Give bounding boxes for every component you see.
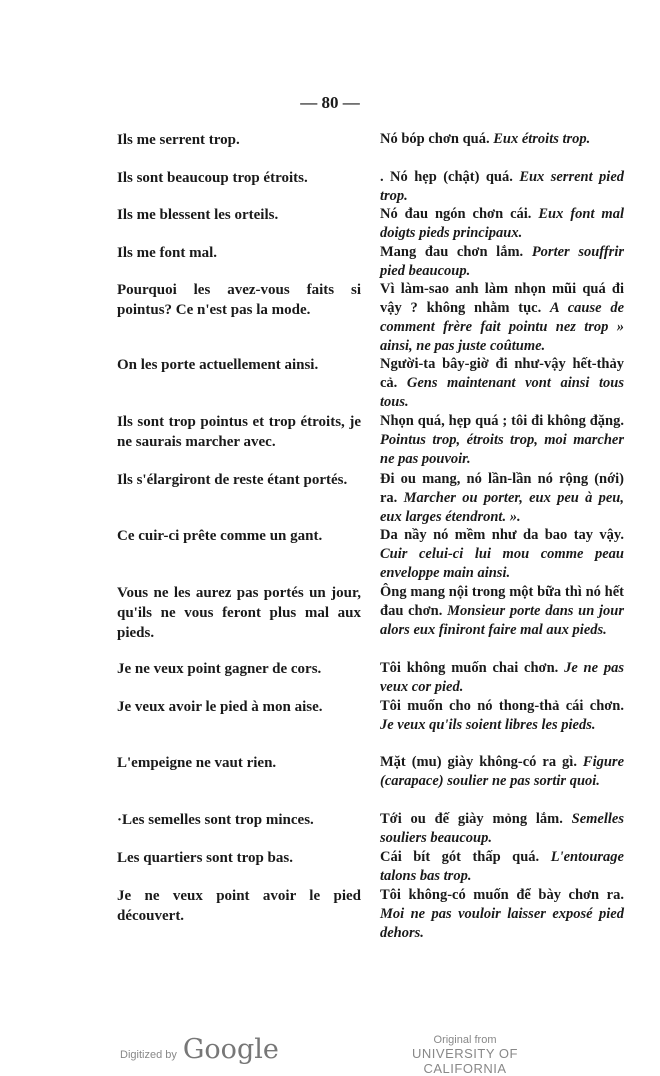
- french-text: Ils me blessent les orteils.: [117, 207, 279, 223]
- literal-translation: Semelles souliers beaucoup.: [380, 811, 624, 846]
- literal-translation: L'entourage talons bas trop.: [380, 849, 624, 884]
- literal-translation: Pointus trop, étroits trop, moi marcher ne pas pouvoir.: [380, 432, 624, 467]
- french-text: Ils sont beaucoup trop étroits.: [117, 170, 308, 186]
- university-label: UNIVERSITY OF CALIFORNIA: [412, 1046, 518, 1076]
- original-from-watermark: [375, 1034, 555, 1076]
- vietnamese-text: Đi ou mang, nó lần-lần nó rộng (nới) ra. Marcher ou porter, eux peu à peu, eux larges étendront. ».: [380, 471, 624, 525]
- french-text: Les quartiers sont trop bas.: [117, 850, 293, 866]
- literal-translation: Eux font mal doigts pieds principaux.: [380, 206, 624, 241]
- french-text: Ils s'élargiront de reste étant portés.: [117, 472, 348, 488]
- vietnamese-text: Tôi muốn cho nó thong-thả cái chơn. Je veux qu'ils soient libres les pieds.: [380, 698, 624, 733]
- vietnamese-text: . Nó hẹp (chật) quá. Eux serrent pied trop.: [380, 169, 625, 204]
- french-text: Ce cuir-ci prête comme un gant.: [117, 528, 323, 544]
- vietnamese-text: Tới ou đế giày mỏng lắm. Semelles souliers beaucoup.: [380, 811, 624, 846]
- literal-translation: Gens maintenant vont ainsi tous tous.: [380, 375, 624, 410]
- french-text: Ils sont trop pointus et trop étroits, je ne saurais marcher avec.: [117, 414, 361, 450]
- vietnamese-text: Vì làm-sao anh làm nhọn mũi quá đi vậy ? không nhằm tục. A cause de comment frère fait pointu nez trop » ainsi, ne pas juste coûtume.: [380, 281, 625, 354]
- french-text: L'empeigne ne vaut rien.: [117, 755, 277, 771]
- literal-translation: Eux étroits trop.: [493, 131, 591, 147]
- french-text: Ils me serrent trop.: [117, 132, 240, 148]
- french-text: ·Les semelles sont trop minces.: [117, 812, 314, 828]
- vietnamese-text: Nó bóp chơn quá. Eux étroits trop.: [380, 131, 591, 147]
- literal-translation: Cuir celui-ci lui mou comme peau enveloppe main ainsi.: [380, 546, 624, 581]
- literal-translation: A cause de comment frère fait pointu nez trop » ainsi, ne pas juste coûtume.: [380, 300, 625, 354]
- french-text: Ils me font mal.: [117, 245, 217, 261]
- vietnamese-text: Mang đau chơn lắm. Porter souffrir pied beaucoup.: [380, 244, 624, 279]
- literal-translation: Figure (carapace) soulier ne pas sortir quoi.: [380, 754, 625, 789]
- page-number: — 80 —: [300, 93, 360, 112]
- vietnamese-text: Mặt (mu) giày không-có ra gì. Figure (carapace) soulier ne pas sortir quoi.: [380, 754, 625, 789]
- vietnamese-text: Tôi không muốn chai chơn. Je ne pas veux cor pied.: [380, 660, 624, 695]
- vietnamese-text: Cái bít gót thấp quá. L'entourage talons bas trop.: [380, 849, 624, 884]
- literal-translation: Je veux qu'ils soient libres les pieds.: [380, 717, 596, 733]
- french-text: On les porte actuellement ainsi.: [117, 357, 319, 373]
- french-text: Vous ne les aurez pas portés un jour, qu'ils ne vous feront plus mal aux pieds.: [117, 585, 361, 641]
- literal-translation: Moi ne pas vouloir laisser exposé pied dehors.: [380, 906, 624, 941]
- french-text: Je veux avoir le pied à mon aise.: [117, 699, 323, 715]
- vietnamese-text: Nó đau ngón chơn cái. Eux font mal doigts pieds principaux.: [380, 206, 624, 241]
- literal-translation: Porter souffrir pied beaucoup.: [380, 244, 624, 279]
- vietnamese-text: Người-ta bây-giờ đi như-vậy hết-thảy cả. Gens maintenant vont ainsi tous tous.: [380, 356, 624, 410]
- literal-translation: Marcher ou porter, eux peu à peu, eux larges étendront. ».: [380, 490, 624, 525]
- original-from-label: Original from: [433, 1034, 497, 1046]
- vietnamese-text: Ông mang nội trong một bữa thì nó hết đau chơn. Monsieur porte dans un jour alors eux finiront faire mal aux pieds.: [380, 584, 625, 638]
- french-text: Je ne veux point gagner de cors.: [117, 661, 322, 677]
- vietnamese-text: Da nầy nó mềm như da bao tay vậy. Cuir celui-ci lui mou comme peau enveloppe main ainsi.: [380, 527, 624, 581]
- digitized-by-watermark: [120, 1034, 279, 1065]
- google-logo: Google: [182, 1034, 279, 1065]
- digitized-by-label: Digitized by: [120, 1049, 177, 1061]
- literal-translation: Eux serrent pied trop.: [380, 169, 625, 204]
- literal-translation: Je ne pas veux cor pied.: [380, 660, 624, 695]
- french-text: Je ne veux point avoir le pied découvert.: [117, 888, 361, 924]
- vietnamese-text: Tôi không-có muốn để bày chơn ra. Moi ne pas vouloir laisser exposé pied dehors.: [380, 887, 624, 941]
- vietnamese-text: Nhọn quá, hẹp quá ; tôi đi không đặng. Pointus trop, étroits trop, moi marcher ne pas pouvoir.: [380, 413, 624, 467]
- french-text: Pourquoi les avez-vous faits si pointus? Ce n'est pas la mode.: [117, 282, 361, 318]
- literal-translation: Monsieur porte dans un jour alors eux finiront faire mal aux pieds.: [380, 603, 625, 638]
